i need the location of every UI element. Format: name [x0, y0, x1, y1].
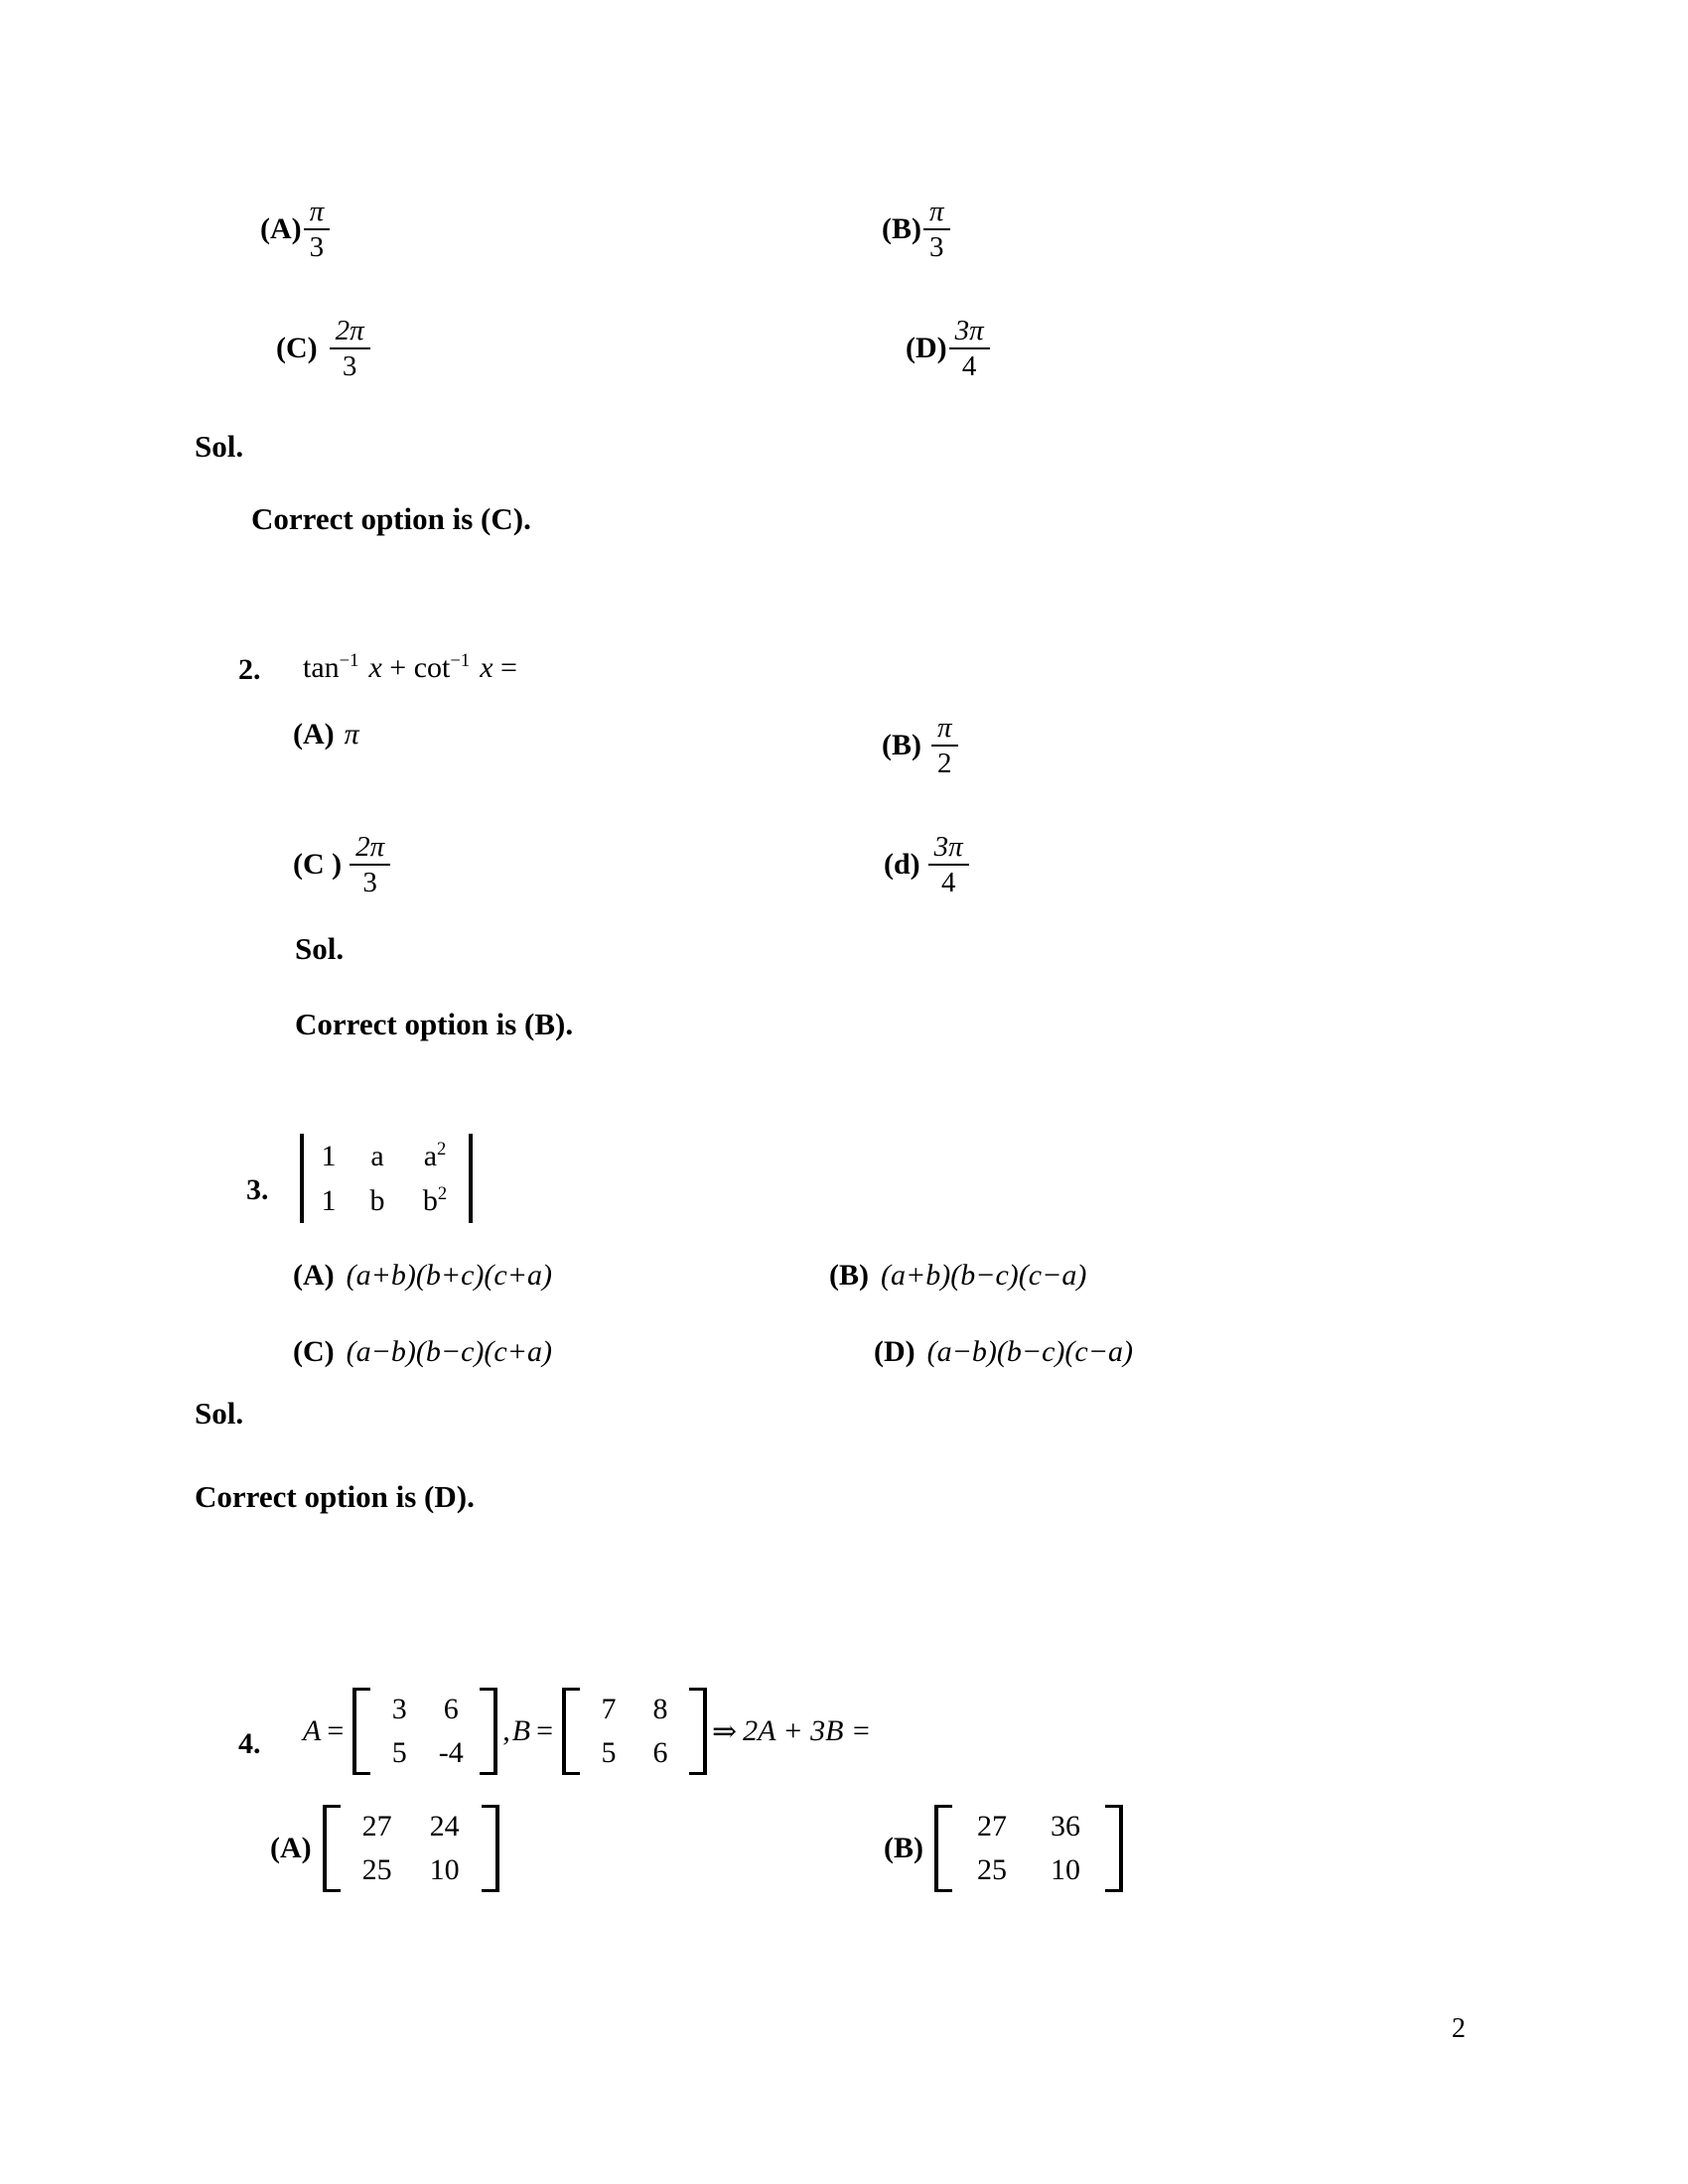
opt-b-r1c1: 27: [977, 1810, 1007, 1843]
q2-equals-sign: =: [500, 651, 517, 684]
q3-option-b-value: (a+b)(b−c)(c−a): [881, 1259, 1087, 1292]
q1-option-d-denominator: 4: [949, 347, 990, 381]
q1-option-c-fraction: [330, 316, 370, 382]
opt-a-r1c1: 27: [361, 1810, 392, 1843]
q3-option-b[interactable]: [829, 1259, 1086, 1293]
mat-b-r2c1: 5: [601, 1736, 617, 1769]
option-a-rows: [344, 1805, 479, 1892]
q2-tan: tan: [303, 651, 340, 684]
q4-option-a-label: (A): [270, 1832, 312, 1864]
matrix-a-row-2: [373, 1731, 477, 1775]
q1-option-c-label: (C): [276, 332, 318, 365]
page-number: 2: [1452, 2013, 1466, 2044]
q1-option-a-fraction: [304, 197, 331, 263]
q2-option-b-label: (B): [882, 729, 921, 762]
q3-determinant: [296, 1134, 477, 1223]
q1-option-b-label: (B): [882, 212, 921, 246]
q2-cot-exponent: −1: [450, 650, 471, 671]
q3-option-a[interactable]: [293, 1259, 552, 1293]
option-b-row-1: [955, 1805, 1102, 1848]
q1-option-a-numerator: π: [309, 196, 325, 227]
q3-option-d[interactable]: [874, 1335, 1133, 1369]
q3-option-c-value: (a−b)(b−c)(c+a): [346, 1335, 552, 1368]
q3-option-d-value: (a−b)(b−c)(c−a): [926, 1335, 1133, 1368]
q2-option-b-fraction: [931, 713, 958, 779]
matrix-a-rows: [373, 1688, 477, 1775]
det-r1c3: $a^2$: [423, 1139, 447, 1172]
determinant-rows: [308, 1134, 465, 1223]
q2-option-a-value: π: [344, 718, 359, 751]
det-r2c1: 1: [321, 1184, 337, 1217]
opt-b-r2c2: 10: [1051, 1853, 1080, 1886]
opt-a-r2c2: 10: [429, 1853, 460, 1886]
option-b-right-bracket: [1105, 1805, 1123, 1892]
option-b-left-bracket: [934, 1805, 952, 1892]
q2-variable-2: x: [480, 651, 493, 684]
opt-b-r2c1: 25: [977, 1853, 1007, 1886]
q3-correct-option-text: Correct option is (D).: [195, 1479, 475, 1514]
mat-b-r1c1: 7: [601, 1693, 617, 1725]
q2-option-a[interactable]: [293, 718, 359, 751]
q2-variable-1: x: [368, 651, 382, 684]
q4-equals-2: =: [536, 1714, 553, 1747]
q3-option-a-label: (A): [293, 1259, 335, 1292]
q3-option-d-label: (D): [874, 1335, 915, 1368]
q2-plus-sign: +: [389, 651, 407, 684]
q1-option-b-fraction: [923, 197, 950, 263]
det-r1c1: 1: [321, 1140, 337, 1172]
opt-a-r1c2: 24: [429, 1810, 460, 1843]
q3-option-c[interactable]: [293, 1335, 552, 1369]
mat-a-r2c2: -4: [438, 1736, 464, 1769]
determinant-right-bar: [469, 1134, 473, 1223]
q2-correct-option-text: Correct option is (B).: [295, 1007, 574, 1041]
q2-option-d-denominator: 4: [928, 864, 969, 897]
q1-option-c-denominator: 3: [330, 347, 370, 381]
mat-b-r2c2: 6: [652, 1736, 668, 1769]
det-r2c3: $b^2$: [422, 1183, 448, 1217]
q2-option-d-label: (d): [884, 848, 920, 882]
q3-number: 3.: [246, 1173, 269, 1206]
q4-number: 4.: [238, 1727, 261, 1760]
q4-statement-tail: 2A + 3B =: [743, 1714, 872, 1747]
matrix-b-rows: [583, 1688, 686, 1775]
q1-option-d-label: (D): [906, 332, 947, 365]
q3-determinant-body: [296, 1134, 477, 1223]
option-a-row-2: [344, 1848, 479, 1892]
q1-option-b-numerator: π: [929, 196, 944, 227]
matrix-b-right-bracket: [689, 1688, 707, 1775]
determinant-row-2: [308, 1178, 465, 1223]
q3-option-a-value: (a+b)(b+c)(c+a): [346, 1259, 552, 1292]
mat-b-r1c2: 8: [652, 1693, 668, 1725]
q1-option-d[interactable]: [906, 316, 992, 382]
q3-option-b-label: (B): [829, 1259, 869, 1292]
mat-a-r1c2: 6: [443, 1693, 459, 1725]
matrix-b-row-2: [583, 1731, 686, 1775]
q1-sol-label: Sol.: [195, 429, 244, 464]
determinant-row-1: [308, 1134, 465, 1178]
q4-option-b-matrix: [931, 1805, 1126, 1892]
q2-option-b-denominator: 2: [931, 745, 958, 778]
q4-option-a-matrix: [320, 1805, 502, 1892]
mat-a-r2c1: 5: [391, 1736, 407, 1769]
q1-option-c[interactable]: [276, 316, 372, 382]
determinant-left-bar: [300, 1134, 304, 1223]
q1-option-b[interactable]: [882, 197, 952, 263]
q1-option-c-numerator: 2π: [335, 315, 364, 346]
q2-option-c-numerator: 2π: [355, 831, 385, 863]
option-a-right-bracket: [482, 1805, 499, 1892]
q2-option-c-denominator: 3: [350, 864, 390, 897]
q4-option-a[interactable]: [270, 1805, 502, 1892]
q1-option-a-denominator: 3: [304, 228, 331, 262]
q2-statement: [303, 650, 517, 685]
q2-option-d[interactable]: [884, 832, 971, 898]
option-a-left-bracket: [323, 1805, 341, 1892]
q2-tan-exponent: −1: [339, 650, 359, 671]
q1-option-b-denominator: 3: [923, 228, 950, 262]
q2-option-d-numerator: 3π: [933, 831, 963, 863]
matrix-b-left-bracket: [562, 1688, 580, 1775]
q1-correct-option-text: Correct option is (C).: [251, 501, 531, 536]
q2-sol-label: Sol.: [295, 931, 345, 966]
q4-matrix-a-name: A: [303, 1714, 322, 1747]
q2-option-c-label: (C ): [293, 848, 343, 882]
q4-equals-1: =: [327, 1714, 345, 1747]
matrix-b-row-1: [583, 1688, 686, 1731]
q4-option-b-label: (B): [884, 1832, 923, 1864]
q3-option-c-label: (C): [293, 1335, 335, 1368]
option-b-rows: [955, 1805, 1102, 1892]
q1-option-d-fraction: [949, 316, 990, 382]
det-r1c2: a: [370, 1140, 384, 1172]
q2-option-d-fraction: [928, 832, 969, 898]
q4-matrix-a: [350, 1688, 500, 1775]
option-a-row-1: [344, 1805, 479, 1848]
q3-sol-label: Sol.: [195, 1396, 244, 1431]
det-r2c2: b: [369, 1184, 385, 1217]
q4-option-b[interactable]: [884, 1805, 1126, 1892]
q1-option-d-numerator: 3π: [954, 315, 984, 346]
q4-statement: [303, 1688, 871, 1775]
opt-a-r2c1: 25: [361, 1853, 392, 1886]
implies-icon: ⇒: [712, 1714, 738, 1748]
q4-matrix-b-name: B: [511, 1714, 531, 1747]
matrix-a-left-bracket: [352, 1688, 370, 1775]
q2-option-a-label: (A): [293, 718, 335, 751]
q2-option-c[interactable]: [293, 832, 392, 898]
q4-comma: ,: [502, 1714, 510, 1747]
q1-option-a-label: (A): [260, 212, 302, 246]
matrix-a-right-bracket: [480, 1688, 497, 1775]
mat-a-r1c1: 3: [391, 1693, 407, 1725]
q2-option-c-fraction: [350, 832, 390, 898]
q1-option-a[interactable]: [260, 197, 332, 263]
q2-option-b[interactable]: [882, 713, 960, 779]
q2-cot: cot: [413, 651, 451, 684]
matrix-a-row-1: [373, 1688, 477, 1731]
opt-b-r1c2: 36: [1051, 1810, 1080, 1843]
q2-option-b-numerator: π: [937, 712, 952, 744]
q2-number: 2.: [238, 653, 261, 686]
option-b-row-2: [955, 1848, 1102, 1892]
q4-matrix-b: [559, 1688, 710, 1775]
